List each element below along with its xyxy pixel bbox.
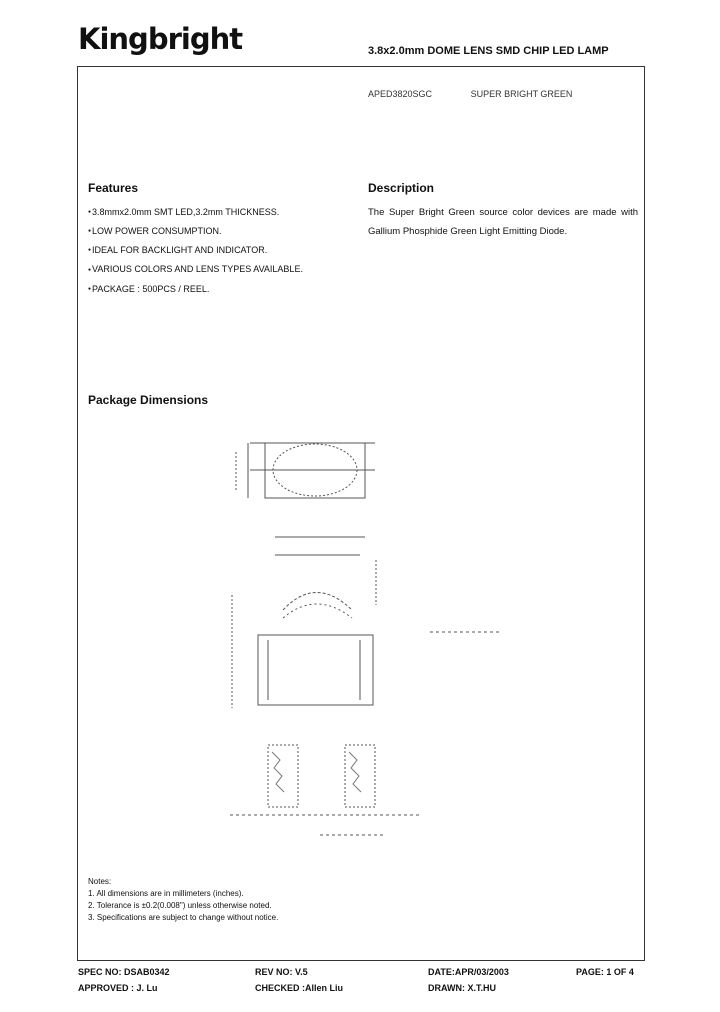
notes-block bbox=[88, 876, 278, 924]
notes-title: Notes: bbox=[88, 877, 112, 886]
checked-by: CHECKED :Allen Liu bbox=[255, 983, 344, 993]
package-dimensions-heading: Package Dimensions bbox=[88, 393, 209, 407]
drawn-by: DRAWN: X.T.HU bbox=[428, 983, 496, 993]
description-text: The Super Bright Green source color devices are made with Gallium Phosphide Green Light Emitting Diode. bbox=[368, 207, 638, 237]
spec-number: SPEC NO: DSAB0342 bbox=[78, 967, 170, 977]
feature-item: ● VARIOUS COLORS AND LENS TYPES AVAILABLE. bbox=[88, 260, 303, 279]
approved-by: APPROVED : J. Lu bbox=[78, 983, 158, 993]
feature-item: ● IDEAL FOR BACKLIGHT AND INDICATOR. bbox=[88, 241, 303, 260]
feature-item: ● PACKAGE : 500PCS / REEL. bbox=[88, 280, 303, 299]
note-item: 1. All dimensions are in millimeters (inches). bbox=[88, 889, 244, 898]
feature-item: ● LOW POWER CONSUMPTION. bbox=[88, 222, 303, 241]
dome-lens-outline bbox=[283, 593, 352, 611]
pad-hatching bbox=[272, 752, 361, 792]
revision-number: REV NO: V.5 bbox=[255, 967, 308, 977]
issue-date: DATE:APR/03/2003 bbox=[428, 967, 509, 977]
note-item: 3. Specifications are subject to change without notice. bbox=[88, 913, 279, 922]
solder-pad-right bbox=[345, 745, 375, 807]
feature-item: ● 3.8mmx2.0mm SMT LED,3.2mm THICKNESS. bbox=[88, 203, 303, 222]
part-number: APED3820SGC bbox=[368, 89, 433, 99]
features-heading: Features bbox=[88, 181, 139, 195]
dome-lens-outline bbox=[283, 604, 352, 618]
document-title: 3.8x2.0mm DOME LENS SMD CHIP LED LAMP bbox=[368, 45, 609, 57]
description-heading: Description bbox=[368, 181, 435, 195]
emitting-color: SUPER BRIGHT GREEN bbox=[470, 89, 573, 99]
note-item: 2. Tolerance is ±0.2(0.008") unless otherwise noted. bbox=[88, 901, 272, 910]
page-number: PAGE: 1 OF 4 bbox=[576, 967, 634, 977]
kingbright-logo: Kingbright bbox=[78, 22, 243, 56]
side-view-body bbox=[258, 635, 373, 705]
solder-pad-left bbox=[268, 745, 298, 807]
